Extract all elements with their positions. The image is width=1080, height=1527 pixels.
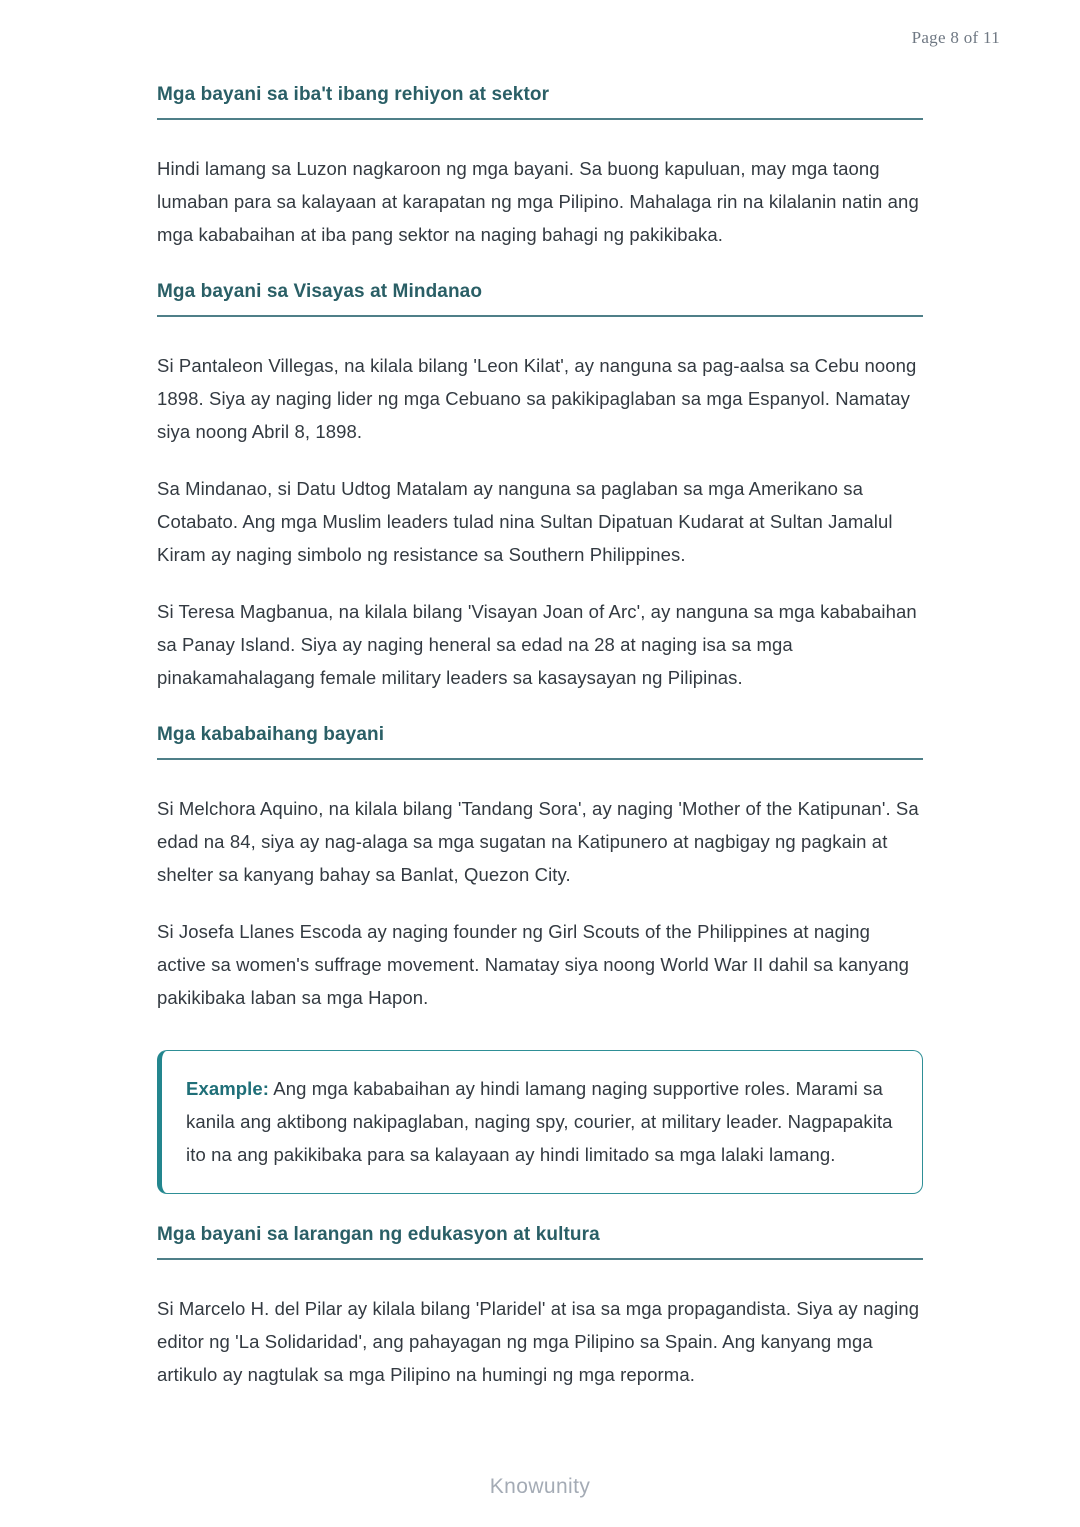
paragraph: Si Josefa Llanes Escoda ay naging founder ng Girl Scouts of the Philippines at naging active sa women's suffrage movement. Namatay siya noong World War II dahil sa kanyang pakikibaka laban sa mga Hapon. xyxy=(157,921,910,1008)
section-kababaihang-bayani xyxy=(157,724,923,1194)
section-heading: Mga bayani sa iba't ibang rehiyon at sektor xyxy=(157,84,550,105)
heading-rule xyxy=(157,315,923,317)
paragraph: Hindi lamang sa Luzon nagkaroon ng mga bayani. Sa buong kapuluan, may mga taong lumaban para sa kalayaan at karapatan ng mga Pilipino. Mahalaga rin na kilalanin natin ang mga kababaihan at iba pang sektor na naging bahagi ng pakikibaka. xyxy=(157,158,919,245)
example-callout-label: Example: xyxy=(186,1078,270,1099)
paragraph: Si Melchora Aquino, na kilala bilang 'Tandang Sora', ay naging 'Mother of the Katipunan'. Sa edad na 84, siya ay nag-alaga sa mga sugatan na Katipunero at nagbigay ng pagkain at shelter sa kanyang bahay sa Banlat, Quezon City. xyxy=(157,798,919,885)
paragraph: Si Marcelo H. del Pilar ay kilala bilang 'Plaridel' at isa sa mga propagandista. Siya ay naging editor ng 'La Solidaridad', ang pahayagan ng mga Pilipino sa Spain. Ang kanyang mga artikulo ay nagtulak sa mga Pilipino na humingi ng mga reporma. xyxy=(157,1298,920,1385)
paragraph: Sa Mindanao, si Datu Udtog Matalam ay nanguna sa paglaban sa mga Amerikano sa Cotabato. Ang mga Muslim leaders tulad nina Sultan Dipatuan Kudarat at Sultan Jamalul Kiram ay naging simbolo ng resistance sa Southern Philippines. xyxy=(157,478,893,565)
heading-rule xyxy=(157,118,923,120)
example-callout-body: Ang mga kababaihan ay hindi lamang naging supportive roles. Marami sa kanila ang aktibong nakipaglaban, naging spy, courier, at military leader. Nagpapakita ito na ang pakikibaka para sa kalayaan ay hindi limitado sa mga lalaki lamang. xyxy=(186,1078,893,1165)
example-callout xyxy=(157,1050,923,1194)
section-edukasyon-kultura xyxy=(157,1224,923,1391)
heading-rule xyxy=(157,1258,923,1260)
footer-brand: Knowunity xyxy=(489,1475,591,1498)
example-callout-text xyxy=(186,1072,896,1171)
section-rehiyon-at-sektor xyxy=(157,84,923,251)
section-visayas-mindanao xyxy=(157,281,923,694)
heading-rule xyxy=(157,758,923,760)
page-indicator: Page 8 of 11 xyxy=(911,28,1000,47)
paragraph: Si Teresa Magbanua, na kilala bilang 'Visayan Joan of Arc', ay nanguna sa mga kababaihan sa Panay Island. Siya ay naging heneral sa edad na 28 at naging isa sa mga pinakamahalagang female military leaders sa kasaysayan ng Pilipinas. xyxy=(157,601,917,688)
paragraph: Si Pantaleon Villegas, na kilala bilang 'Leon Kilat', ay nanguna sa pag-aalsa sa Cebu noong 1898. Siya ay naging lider ng mga Cebuano sa pakikipaglaban sa mga Espanyol. Namatay siya noong Abril 8, 1898. xyxy=(157,355,917,442)
section-heading: Mga bayani sa Visayas at Mindanao xyxy=(157,281,483,302)
section-heading: Mga kababaihang bayani xyxy=(157,724,385,745)
section-heading: Mga bayani sa larangan ng edukasyon at kultura xyxy=(157,1224,600,1245)
